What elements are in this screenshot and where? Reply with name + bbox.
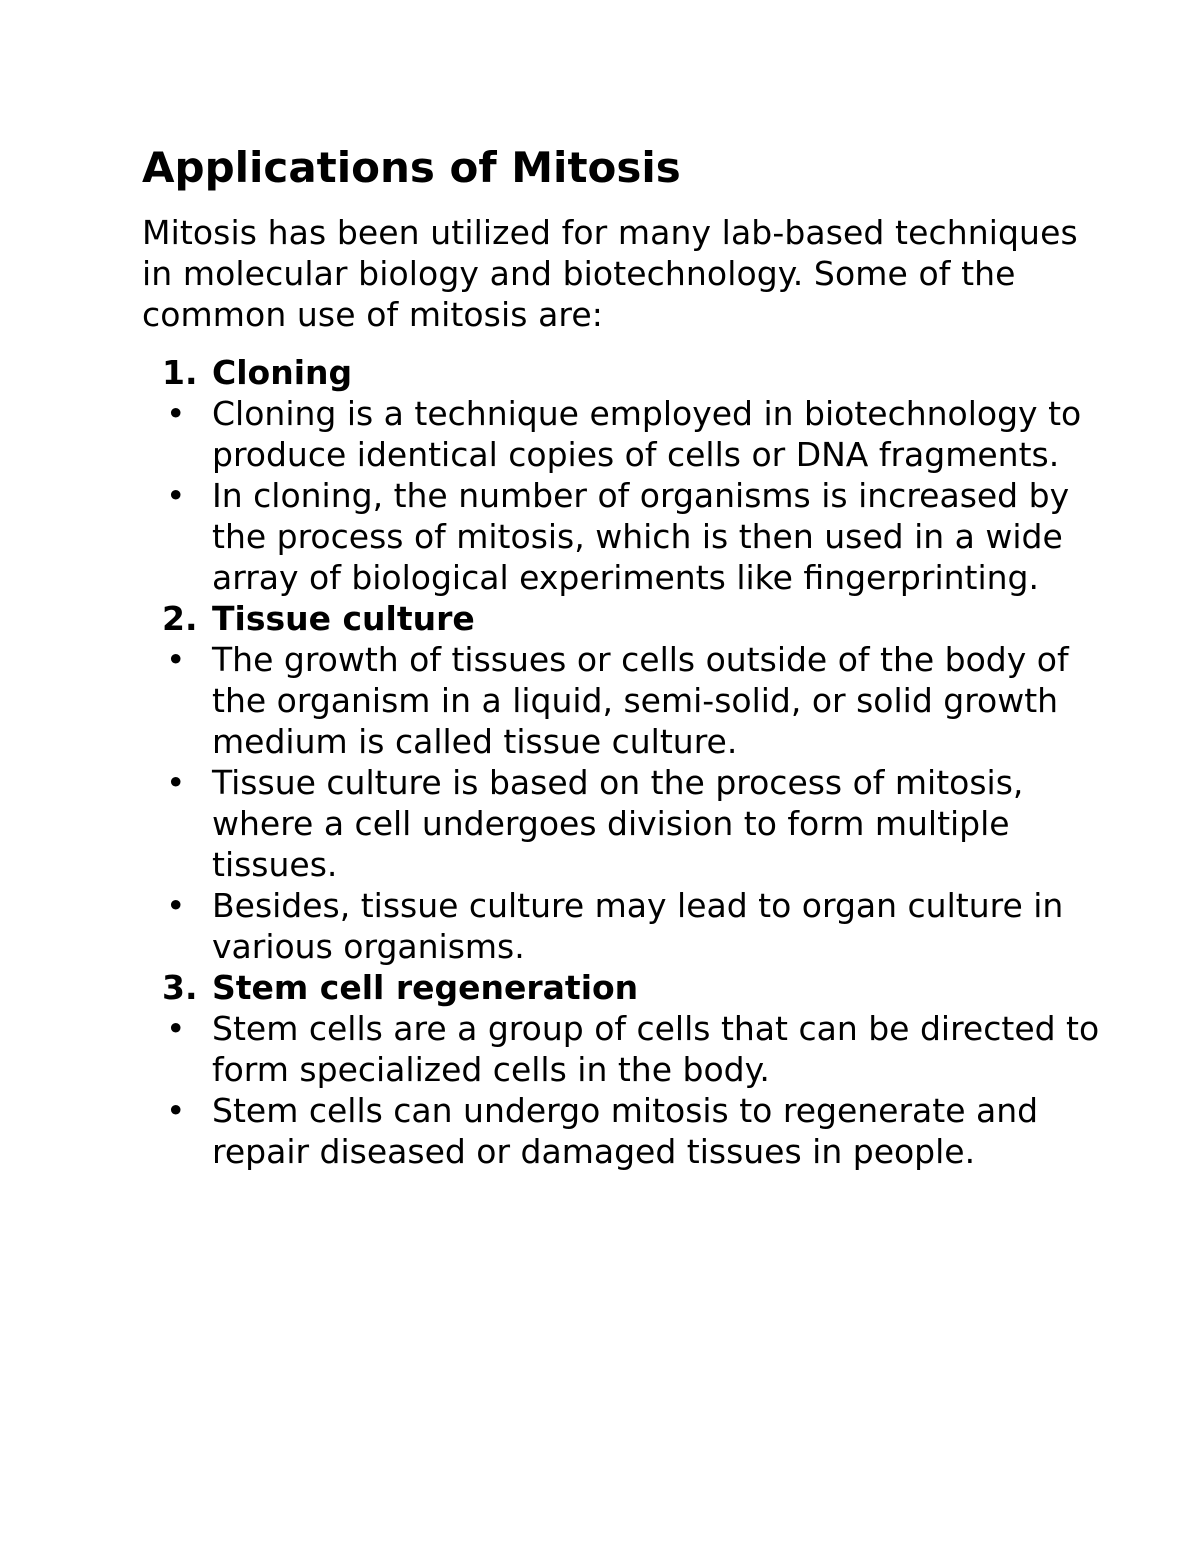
bullet-list [142, 393, 1102, 598]
bullet-text: The growth of tissues or cells outside of the body of the organism in a liquid, semi-solid, or solid growth medium is called tissue culture. [212, 640, 1069, 761]
section-stem-cell-regeneration [142, 967, 1102, 1172]
section-heading-text: Tissue culture [212, 599, 475, 638]
section-heading-text: Stem cell regeneration [212, 968, 639, 1007]
bullet-icon: • [166, 1009, 186, 1048]
bullet-icon: • [166, 1091, 186, 1130]
sections-list [142, 352, 1102, 1172]
section-number: 1. [162, 353, 198, 392]
section-heading [142, 352, 1102, 393]
section-tissue-culture [142, 598, 1102, 967]
bullet-text: Stem cells are a group of cells that can be directed to form specialized cells in the body. [212, 1009, 1100, 1089]
list-item [142, 1008, 1102, 1090]
bullet-icon: • [166, 640, 186, 679]
bullet-text: Stem cells can undergo mitosis to regenerate and repair diseased or damaged tissues in people. [212, 1091, 1039, 1171]
bullet-icon: • [166, 394, 186, 433]
section-number: 3. [162, 968, 198, 1007]
section-number: 2. [162, 599, 198, 638]
bullet-list [142, 639, 1102, 967]
bullet-icon: • [166, 763, 186, 802]
bullet-text: Cloning is a technique employed in biotechnology to produce identical copies of cells or DNA fragments. [212, 394, 1082, 474]
list-item [142, 475, 1102, 598]
list-item [142, 762, 1102, 885]
page-title: Applications of Mitosis [142, 143, 681, 192]
bullet-icon: • [166, 886, 186, 925]
list-item [142, 393, 1102, 475]
section-heading-text: Cloning [212, 353, 353, 392]
section-heading [142, 967, 1102, 1008]
bullet-text: Besides, tissue culture may lead to organ culture in various organisms. [212, 886, 1064, 966]
intro-paragraph: Mitosis has been utilized for many lab-based techniques in molecular biology and biotechnology. Some of the common use of mitosis are: [142, 213, 1078, 334]
section-heading [142, 598, 1102, 639]
bullet-text: In cloning, the number of organisms is increased by the process of mitosis, which is then used in a wide array of biological experiments like fingerprinting. [212, 476, 1070, 597]
bullet-list [142, 1008, 1102, 1172]
bullet-text: Tissue culture is based on the process of mitosis, where a cell undergoes division to form multiple tissues. [212, 763, 1024, 884]
bullet-icon: • [166, 476, 186, 515]
section-cloning [142, 352, 1102, 598]
list-item [142, 885, 1102, 967]
list-item [142, 639, 1102, 762]
list-item [142, 1090, 1102, 1172]
document-page [142, 140, 1102, 1172]
